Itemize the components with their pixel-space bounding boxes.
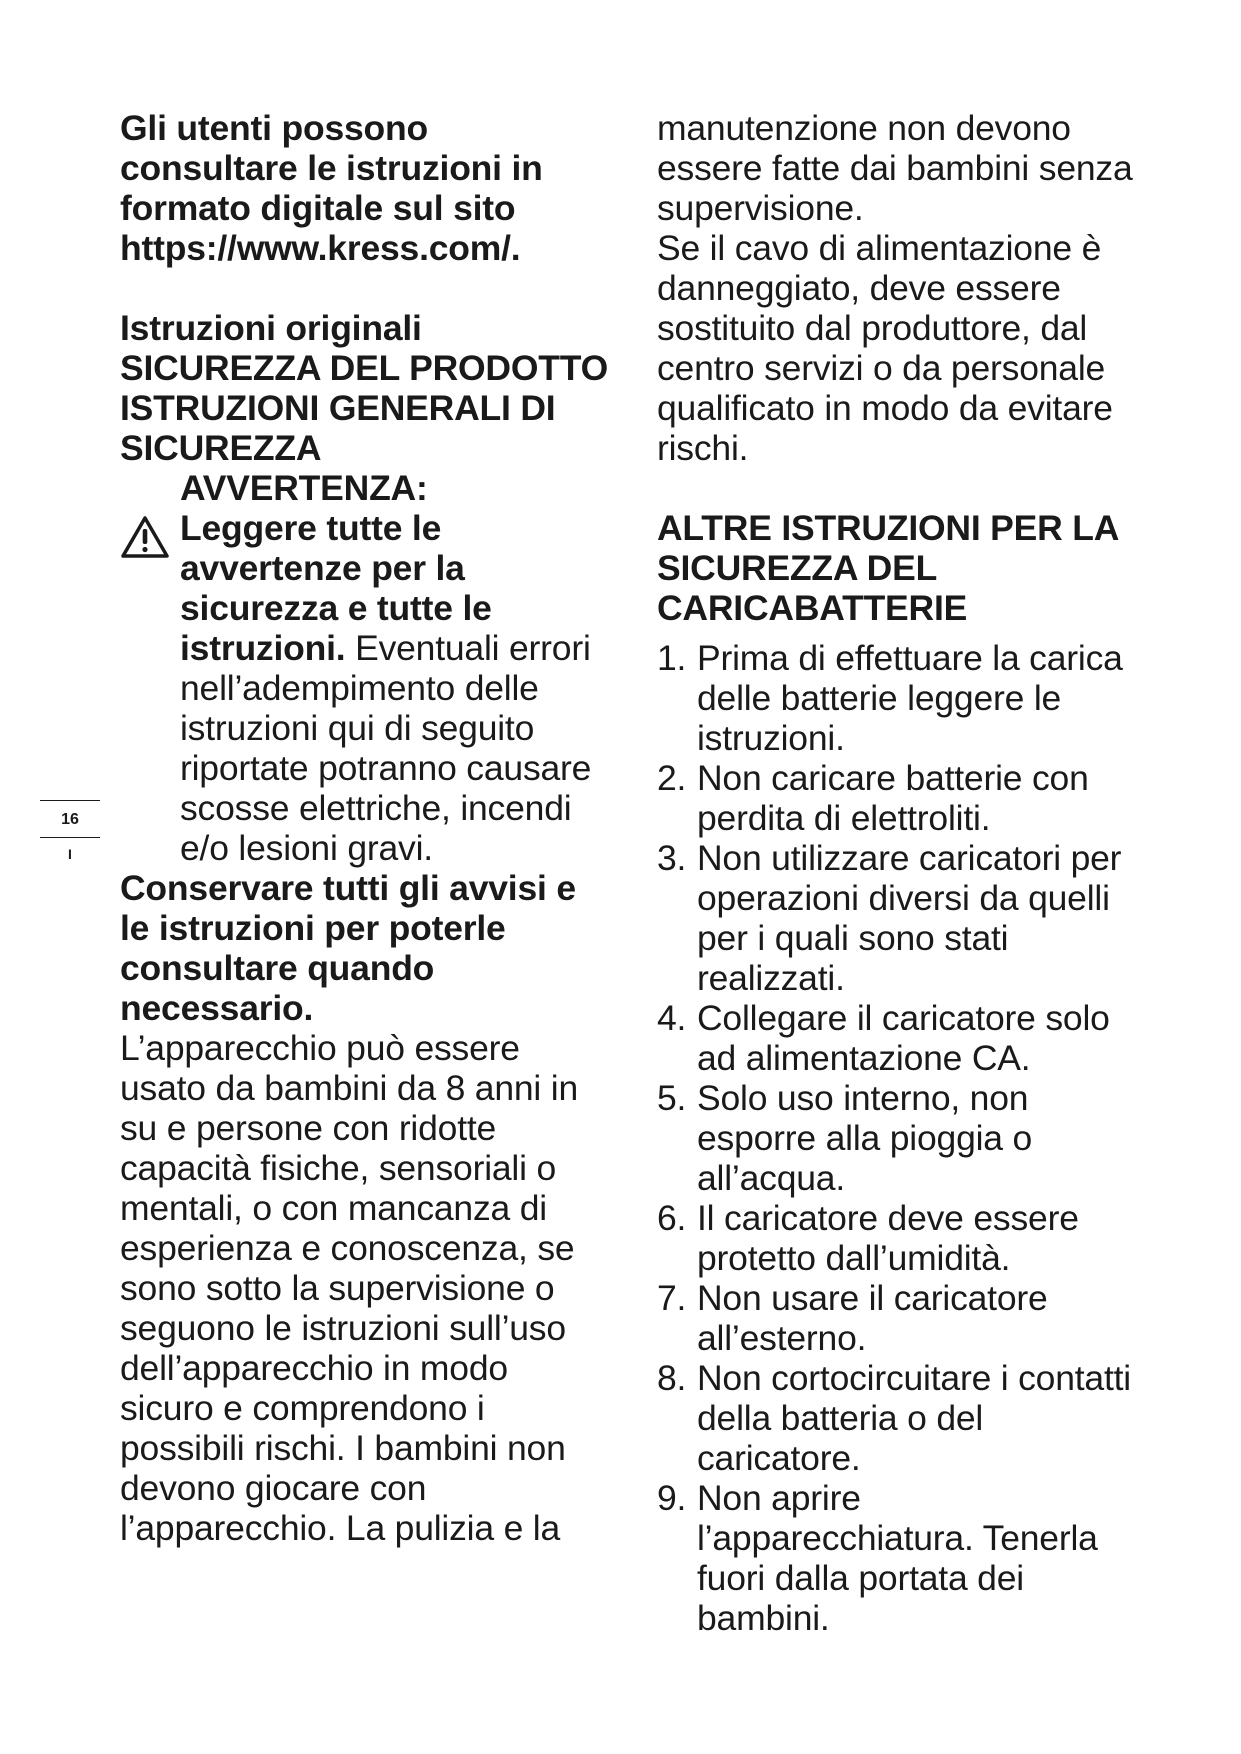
- list-item-text: Non utilizzare caricatori per operazioni diversi da quelli per i quali sono stati realizzati.: [697, 838, 1122, 998]
- list-item-number: 7.: [657, 1278, 687, 1318]
- list-item-number: 5.: [657, 1078, 687, 1118]
- title-general-safety: ISTRUZIONI GENERALI DI SICUREZZA: [120, 388, 556, 468]
- maintenance-continuation: manutenzione non devono essere fatte dai bambini senza supervisione.: [657, 108, 1133, 228]
- language-mark: I: [68, 846, 72, 862]
- list-item-number: 3.: [657, 838, 687, 878]
- page-number: 16: [61, 811, 79, 828]
- list-item: [657, 1278, 1137, 1358]
- list-item-number: 9.: [657, 1478, 687, 1518]
- warning-triangle-icon: [120, 515, 170, 559]
- list-item-text: Solo uso interno, non esporre alla pioggia o all’acqua.: [697, 1078, 1033, 1198]
- page-marker: [40, 800, 100, 864]
- list-item-text: Non usare il caricatore all’esterno.: [697, 1278, 1048, 1358]
- list-item: [657, 998, 1137, 1078]
- list-item-number: 6.: [657, 1198, 687, 1238]
- list-item-number: 1.: [657, 638, 687, 678]
- list-item-text: Non cortocircuitare i contatti della batteria o del caricatore.: [697, 1358, 1131, 1478]
- charger-safety-heading: ALTRE ISTRUZIONI PER LA SICUREZZA DEL CARICABATTERIE: [657, 508, 1118, 628]
- title-product-safety: SICUREZZA DEL PRODOTTO: [120, 348, 609, 388]
- list-item-text: Collegare il caricatore solo ad alimentazione CA.: [697, 998, 1110, 1078]
- children-use-text: L’apparecchio può essere usato da bambini da 8 anni in su e persone con ridotte capacità fisiche, sensoriali o mentali, o con mancanza di esperienza e conoscenza, se sono sotto la supervisione o seguono le istruzioni sull’uso dell’apparecchio in modo sicuro e comprendono i possibili rischi. I bambini non devono giocare con l’apparecchio. La pulizia e la: [120, 1028, 579, 1548]
- list-item: [657, 1358, 1137, 1478]
- keep-instructions-note: Conservare tutti gli avvisi e le istruzioni per poterle consultare quando necessario.: [120, 868, 576, 1028]
- list-item-number: 2.: [657, 758, 687, 798]
- list-item-number: 8.: [657, 1358, 687, 1398]
- left-column: [120, 108, 610, 1548]
- list-item: [657, 838, 1137, 998]
- list-item-text: Non aprire l’apparecchiatura. Tenerla fuori dalla portata dei bambini.: [697, 1478, 1098, 1638]
- list-item: [657, 1078, 1137, 1198]
- charger-safety-list: [657, 638, 1137, 1638]
- list-item-text: Prima di effettuare la carica delle batterie leggere le istruzioni.: [697, 638, 1123, 758]
- title-original-instructions: Istruzioni originali: [120, 308, 422, 348]
- warning-block: [120, 468, 610, 868]
- digital-instructions-note: Gli utenti possono consultare le istruzioni in formato digitale sul sito https://www.kress.com/.: [120, 108, 543, 268]
- warning-label: AVVERTENZA:: [180, 468, 428, 508]
- warning-bold-text: Leggere tutte le avvertenze per la sicurezza e tutte le istruzioni.: [180, 508, 492, 668]
- list-item-text: Il caricatore deve essere protetto dall’umidità.: [697, 1198, 1079, 1278]
- list-item: [657, 1198, 1137, 1278]
- list-item: [657, 1478, 1137, 1638]
- power-cable-text: Se il cavo di alimentazione è danneggiato, deve essere sostituito dal produttore, dal centro servizi o da personale qualificato in modo da evitare rischi.: [657, 228, 1113, 468]
- list-item-text: Non caricare batterie con perdita di elettroliti.: [697, 758, 1089, 838]
- list-item: [657, 638, 1137, 758]
- list-item-number: 4.: [657, 998, 687, 1038]
- right-column: [657, 108, 1137, 1638]
- list-item: [657, 758, 1137, 838]
- warning-body-text: Eventuali errori nell’adempimento delle istruzioni qui di seguito riportate potranno causare scosse elettriche, incendi e/o lesioni gravi.: [180, 628, 592, 868]
